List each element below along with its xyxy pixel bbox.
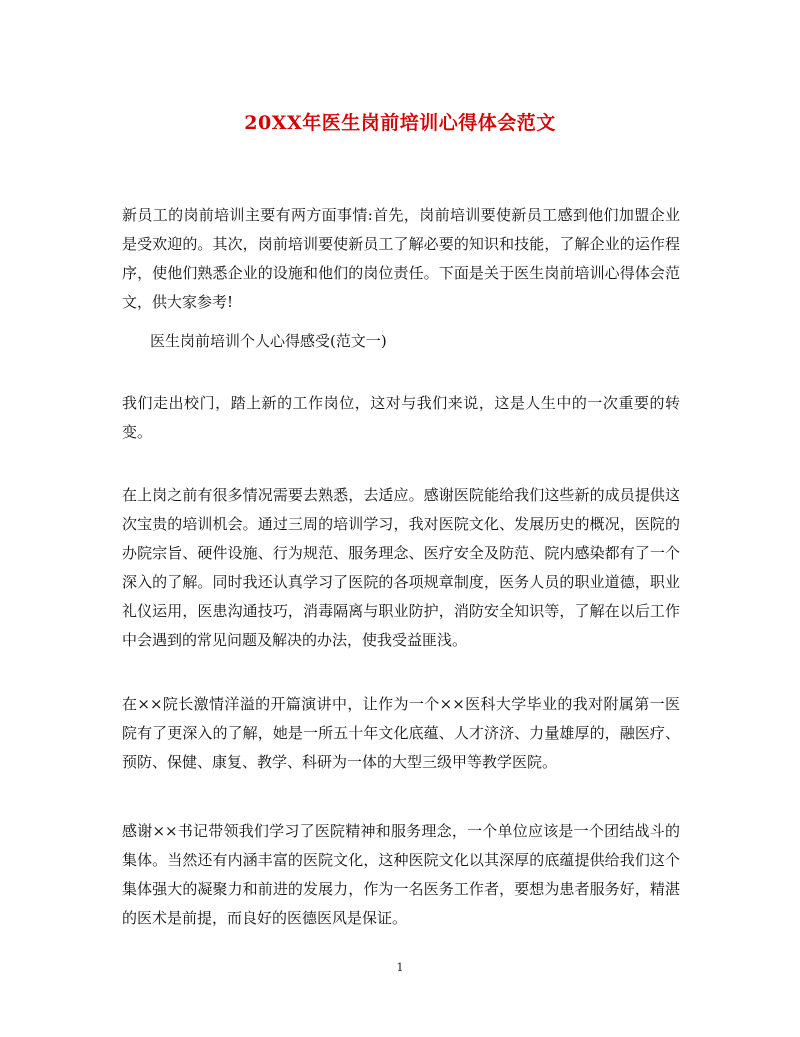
intro-paragraph: 新员工的岗前培训主要有两方面事情:首先，岗前培训要使新员工感到他们加盟企业是受欢迎的。其次，岗前培训要使新员工了解必要的知识和技能，了解企业的运作程序，使他们熟悉企业的设施和他们的岗位责任。下面是关于医生岗前培训心得体会范文，供大家参考! xyxy=(122,206,680,311)
body-paragraph-2: 在上岗之前有很多情况需要去熟悉，去适应。感谢医院能给我们这些新的成员提供这次宝贵的培训机会。通过三周的培训学习，我对医院文化、发展历史的概况，医院的办院宗旨、硬件设施、行为规范、服务理念、医疗安全及防范、院内感染都有了一个深入的了解。同时我还认真学习了医院的各项规章制度，医务人员的职业道德，职业礼仪运用，医患沟通技巧，消毒隔离与职业防护，消防安全知识等，了解在以后工作中会遇到的常见问题及解决的办法，使我受益匪浅。 xyxy=(122,486,680,649)
body-paragraph-4: 感谢××书记带领我们学习了医院精神和服务理念，一个单位应该是一个团结战斗的集体。当然还有内涵丰富的医院文化，这种医院文化以其深厚的底蕴提供给我们这个集体强大的凝聚力和前进的发展力，作为一名医务工作者，要想为患者服务好，精湛的医术是前提，而良好的医德医风是保证。 xyxy=(122,822,680,927)
body-paragraph-3: 在××院长激情洋溢的开篇演讲中，让作为一个××医科大学毕业的我对附属第一医院有了更深入的了解，她是一所五十年文化底蕴、人才济济、力量雄厚的，融医疗、预防、保健、康复、教学、科研为一体的大型三级甲等教学医院。 xyxy=(122,695,680,771)
page-number: 1 xyxy=(396,961,404,974)
section-heading: 医生岗前培训个人心得感受(范文一) xyxy=(150,332,387,350)
document-title: 20XX年医生岗前培训心得体会范文 xyxy=(244,112,556,134)
body-paragraph-1: 我们走出校门，踏上新的工作岗位，这对与我们来说，这是人生中的一次重要的转变。 xyxy=(122,394,680,441)
